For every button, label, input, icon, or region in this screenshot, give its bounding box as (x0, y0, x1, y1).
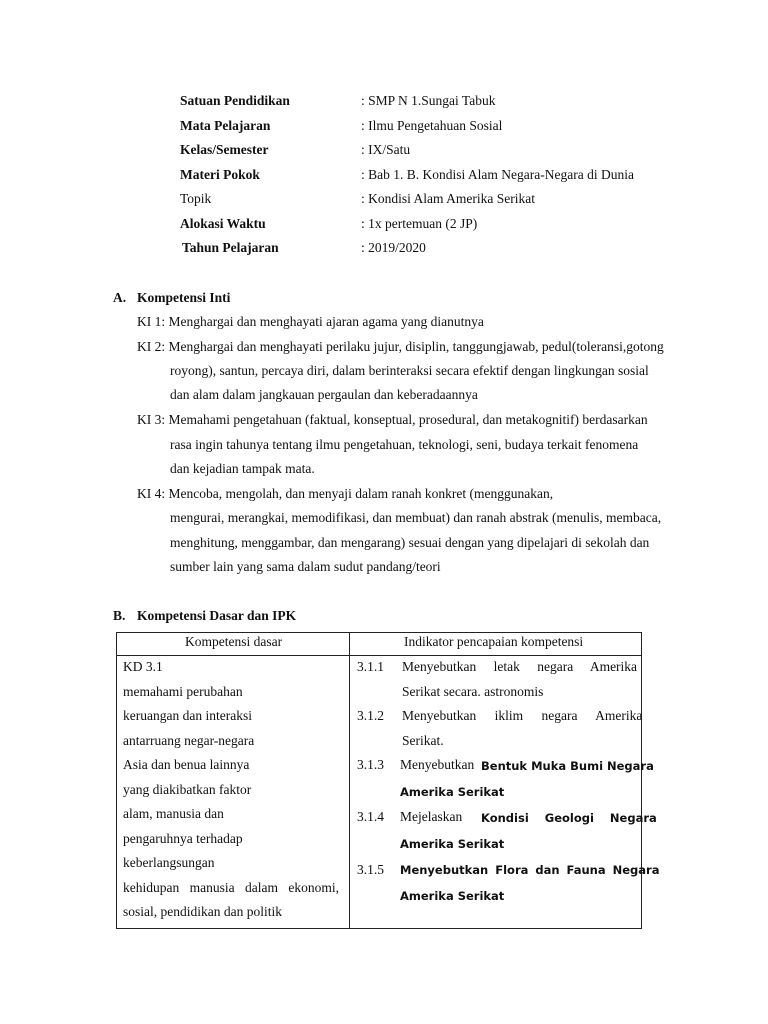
kd-line: yang diakibatkan faktor (123, 782, 252, 797)
kd-line: kehidupan manusia dalam ekonomi, (123, 880, 339, 895)
indicator-number: 3.1.5 (357, 862, 384, 877)
value-alokasi: : 1x pertemuan (2 JP) (361, 216, 478, 231)
value-satuan: : SMP N 1.Sungai Tabuk (361, 93, 496, 108)
kd-line: Asia dan benua lainnya (123, 757, 250, 772)
ki4-line-3: menghitung, menggambar, dan mengarang) sesuai dengan yang dipelajari di sekolah dan (170, 535, 650, 550)
indicator-text: Menyebutkan letak negara Amerika (402, 659, 638, 674)
kd-line: antarruang negar-negara (123, 733, 255, 748)
indicator-text: Serikat secara. astronomis (402, 684, 544, 699)
ki3-line-1: KI 3: Memahami pengetahuan (faktual, konseptual, prosedural, dan metakognitif) berdasarkan (137, 412, 648, 427)
kd-line: pengaruhnya terhadap (123, 831, 243, 846)
value-tahun: : 2019/2020 (361, 240, 426, 255)
label-tahun: Tahun Pelajaran (182, 240, 279, 255)
indicator-text-bold: Bentuk Muka Bumi Negara (481, 759, 654, 773)
kd-table-column-divider (349, 632, 350, 929)
ki3-line-3: dan kejadian tampak mata. (170, 461, 315, 476)
ki4-line-1: KI 4: Mencoba, mengolah, dan menyaji dalam ranah konkret (menggunakan, (137, 486, 554, 501)
value-materi: : Bab 1. B. Kondisi Alam Negara-Negara di Dunia (361, 167, 634, 182)
indicator-text: Serikat. (402, 733, 444, 748)
ki2-line-3: dan alam dalam jangkauan pergaulan dan keberadaannya (170, 387, 478, 402)
value-topik: : Kondisi Alam Amerika Serikat (361, 191, 535, 206)
value-mapel: : Ilmu Pengetahuan Sosial (361, 118, 503, 133)
ki2-line-1: KI 2: Menghargai dan menghayati perilaku jujur, disiplin, tanggungjawab, pedul(toleransi,gotong (137, 339, 664, 354)
indicator-text-bold: Amerika Serikat (400, 889, 505, 903)
label-mapel: Mata Pelajaran (180, 118, 271, 133)
kd-table-header-divider (116, 655, 642, 656)
kd-line: memahami perubahan (123, 684, 243, 699)
section-b-title: Kompetensi Dasar dan IPK (137, 608, 297, 623)
indicator-text-bold: Menyebutkan Flora dan Fauna Negara (400, 863, 660, 877)
kd-line: KD 3.1 (123, 659, 163, 674)
section-b-marker: B. (113, 608, 126, 623)
kd-line: alam, manusia dan (123, 806, 224, 821)
label-kelas: Kelas/Semester (180, 142, 269, 157)
kd-line: sosial, pendidikan dan politik (123, 904, 282, 919)
kd-line: keberlangsungan (123, 855, 215, 870)
indicator-text-bold: Amerika Serikat (400, 837, 505, 851)
value-kelas: : IX/Satu (361, 142, 411, 157)
kd-line-justified (123, 880, 343, 896)
label-alokasi: Alokasi Waktu (180, 216, 266, 231)
indicator-text-prefix: Menyebutkan (400, 757, 475, 772)
label-materi: Materi Pokok (180, 167, 260, 182)
section-a-marker: A. (113, 290, 127, 305)
ki2-line-2: royong), santun, percaya diri, dalam berinteraksi secara efektif dengan lingkungan sosial (170, 363, 649, 378)
indicator-number: 3.1.3 (357, 757, 384, 772)
indicator-number: 3.1.1 (357, 659, 384, 674)
ki3-line-2: rasa ingin tahunya tentang ilmu pengetahuan, teknologi, seni, budaya terkait fenomena (170, 437, 639, 452)
kd-line: keruangan dan interaksi (123, 708, 252, 723)
ki1-text: KI 1: Menghargai dan menghayati ajaran agama yang dianutnya (137, 314, 484, 329)
indicator-text-bold: Kondisi Geologi Negara (481, 811, 657, 825)
ki4-line-2: mengurai, merangkai, memodifikasi, dan membuat) dan ranah abstrak (menulis, membaca, (170, 510, 662, 525)
indicator-text-prefix: Mejelaskan (400, 809, 463, 824)
indicator-text: Menyebutkan iklim negara Amerika (402, 708, 643, 723)
label-satuan: Satuan Pendidikan (180, 93, 290, 108)
section-a-title: Kompetensi Inti (137, 290, 231, 305)
ki4-line-4: sumber lain yang sama dalam sudut pandang/teori (170, 559, 441, 574)
indicator-text-bold: Amerika Serikat (400, 785, 505, 799)
indikator-column-header: Indikator pencapaian kompetensi (404, 634, 584, 649)
kd-column-header: Kompetensi dasar (185, 634, 283, 649)
indicator-number: 3.1.2 (357, 708, 384, 723)
indicator-number: 3.1.4 (357, 809, 384, 824)
label-topik: Topik (180, 191, 212, 206)
